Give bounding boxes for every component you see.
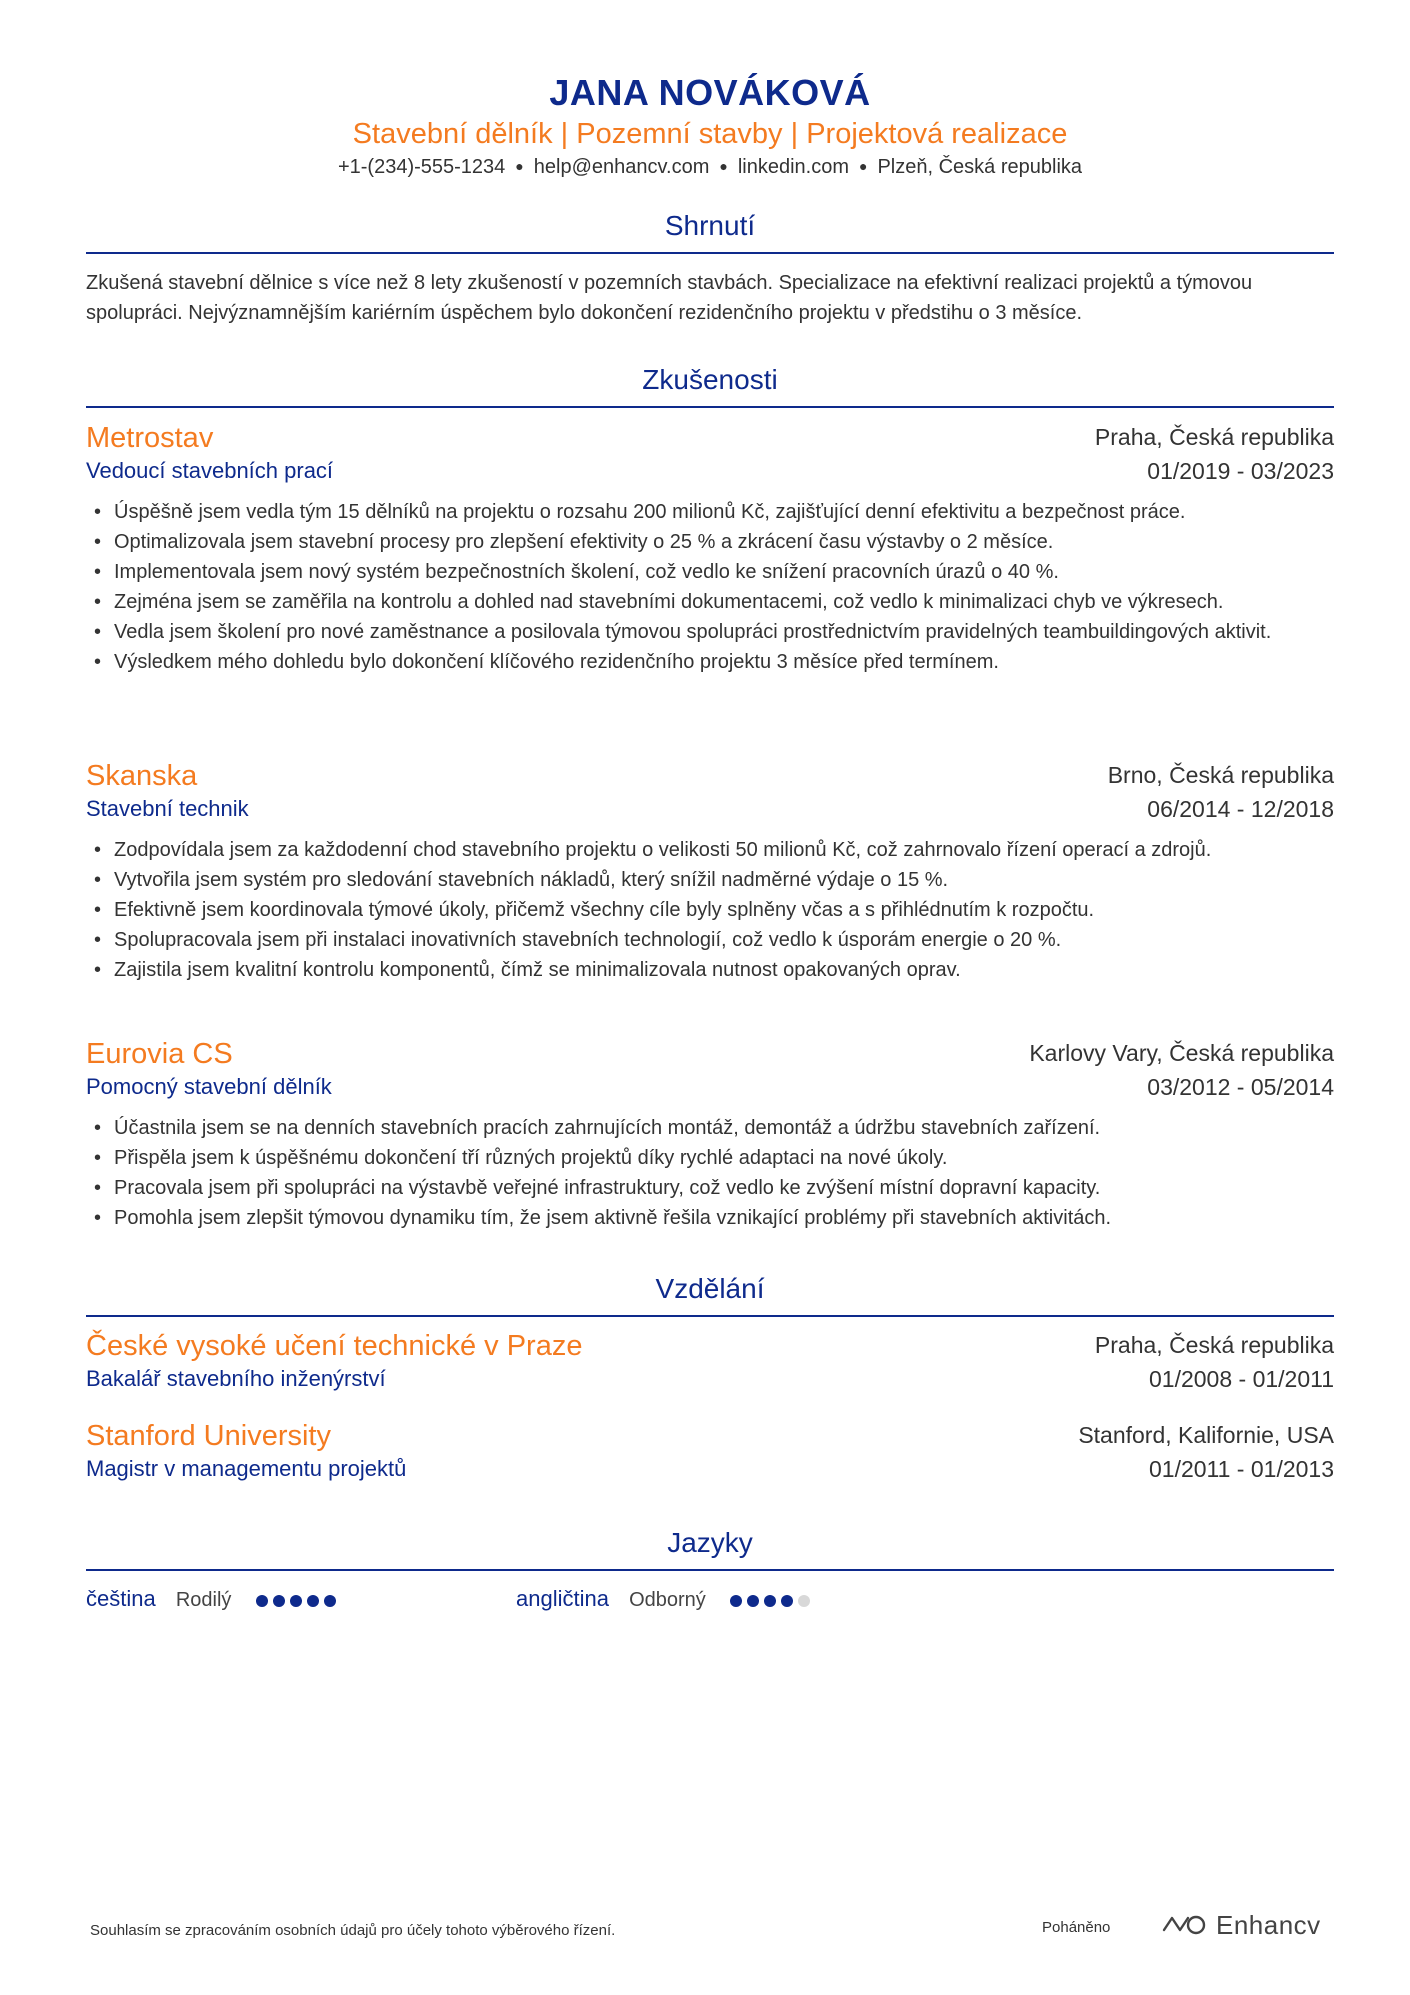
bullet-item: • Výsledkem mého dohledu bylo dokončení klíčového rezidenčního projektu 3 měsíce před termínem. — [86, 647, 1334, 677]
experience-bullets — [86, 835, 1334, 985]
rating-dot-filled — [781, 1595, 793, 1607]
section-divider — [86, 252, 1334, 254]
education-dates: 01/2011 - 01/2013 — [1148, 1456, 1334, 1482]
bullet-item: • Pracovala jsem při spolupráci na výstavbě veřejné infrastruktury, což vedlo ke zvýšení místní dopravní kapacity. — [86, 1173, 1334, 1203]
language-item — [516, 1586, 815, 1613]
bullet-item: • Efektivně jsem koordinovala týmové úkoly, přičemž všechny cíle byly splněny včas a s přihlédnutím k rozpočtu. — [86, 895, 1334, 925]
powered-by-label: Poháněno — [1042, 1919, 1111, 1936]
summary-title: Shrnutí — [664, 210, 756, 241]
bullet-item: • Vytvořila jsem systém pro sledování stavebních nákladů, který snížil nadměrné výdaje o 15 %. — [86, 865, 1334, 895]
rating-dot-filled — [307, 1595, 319, 1607]
section-divider — [86, 406, 1334, 408]
experience-bullets — [86, 1113, 1334, 1233]
company-name: Metrostav — [86, 422, 214, 454]
language-level: Odborný — [629, 1589, 706, 1611]
company-name: Skanska — [86, 760, 198, 792]
candidate-subtitle: Stavební dělník | Pozemní stavby | Projektová realizace — [352, 118, 1068, 150]
job-location: Karlovy Vary, Česká republika — [1029, 1040, 1334, 1066]
bullet-item: • Zajistila jsem kvalitní kontrolu komponentů, čímž se minimalizovala nutnost opakovaných oprav. — [86, 955, 1334, 985]
language-level: Rodilý — [175, 1589, 232, 1611]
candidate-name: JANA NOVÁKOVÁ — [549, 72, 871, 113]
enhancv-logo[interactable] — [1160, 1908, 1321, 1942]
job-location: Praha, Česká republika — [1094, 424, 1334, 450]
rating-dot-filled — [747, 1595, 759, 1607]
rating-dot-filled — [256, 1595, 268, 1607]
company-name: Eurovia CS — [86, 1038, 233, 1070]
location: Plzeň, Česká republika — [877, 156, 1083, 178]
rating-dot-filled — [764, 1595, 776, 1607]
rating-dot-filled — [324, 1595, 336, 1607]
language-item — [86, 1586, 341, 1613]
bullet-item: • Zejména jsem se zaměřila na kontrolu a dohled nad stavebními dokumentacemi, což vedlo k minimalizaci chyb ve výkresech. — [86, 587, 1334, 617]
phone: +1-(234)-555-1234 — [337, 156, 506, 178]
degree: Magistr v managementu projektů — [86, 1456, 407, 1481]
job-role: Vedoucí stavebních prací — [86, 458, 334, 483]
languages-title: Jazyky — [667, 1527, 753, 1558]
rating-dot-filled — [273, 1595, 285, 1607]
school-name: České vysoké učení technické v Praze — [86, 1330, 583, 1362]
separator-dot: ● — [859, 158, 868, 174]
job-role: Stavební technik — [86, 796, 249, 821]
education-dates: 01/2008 - 01/2011 — [1148, 1366, 1334, 1392]
job-dates: 06/2014 - 12/2018 — [1147, 796, 1334, 822]
linkedin-link[interactable]: linkedin.com — [737, 156, 849, 178]
section-divider — [86, 1315, 1334, 1317]
bullet-item: • Úspěšně jsem vedla tým 15 dělníků na projektu o rozsahu 200 milionů Kč, zajišťující denní efektivitu a bezpečnost práce. — [86, 497, 1334, 527]
school-location: Praha, Česká republika — [1094, 1332, 1334, 1358]
job-dates: 01/2019 - 03/2023 — [1147, 458, 1334, 484]
language-rating — [730, 1587, 815, 1613]
rating-dot-filled — [290, 1595, 302, 1607]
rating-dot-empty — [798, 1595, 810, 1607]
summary-text: Zkušená stavební dělnice s více než 8 lety zkušeností v pozemních stavbách. Specializace na efektivní realizaci projektů a týmovou spolupráci. Nejvýznamnějším kariérním úspěchem bylo dokončení rezidenčního projektu v předstihu o 3 měsíce. — [86, 272, 1253, 324]
bullet-item: • Optimalizovala jsem stavební procesy pro zlepšení efektivity o 25 % a zkrácení času výstavby o 2 měsíce. — [86, 527, 1334, 557]
rating-dot-filled — [730, 1595, 742, 1607]
language-rating — [256, 1587, 341, 1613]
contact-line — [86, 156, 1334, 179]
language-name: angličtina — [516, 1586, 609, 1611]
email-link[interactable]: help@enhancv.com — [533, 156, 710, 178]
bullet-item: • Přispěla jsem k úspěšnému dokončení tří různých projektů díky rychlé adaptaci na nové úkoly. — [86, 1143, 1334, 1173]
enhancv-logo-icon — [1160, 1912, 1208, 1938]
bullet-item: • Spolupracovala jsem při instalaci inovativních stavebních technologií, což vedlo k úsporám energie o 20 %. — [86, 925, 1334, 955]
separator-dot: ● — [515, 158, 524, 174]
consent-text: Souhlasím se zpracováním osobních údajů pro účely tohoto výběrového řízení. — [90, 1922, 616, 1939]
enhancv-brand-text: Enhancv — [1216, 1909, 1321, 1940]
bullet-item: • Implementovala jsem nový systém bezpečnostních školení, což vedlo ke snížení pracovních úrazů o 40 %. — [86, 557, 1334, 587]
bullet-item: • Účastnila jsem se na denních stavebních pracích zahrnujících montáž, demontáž a údržbu stavebních zařízení. — [86, 1113, 1334, 1143]
separator-dot: ● — [719, 158, 728, 174]
job-dates: 03/2012 - 05/2014 — [1147, 1074, 1334, 1100]
section-divider — [86, 1569, 1334, 1571]
job-role: Pomocný stavební dělník — [86, 1074, 332, 1099]
school-location: Stanford, Kalifornie, USA — [1078, 1422, 1334, 1448]
resume-page — [86, 0, 1334, 1995]
bullet-item: • Vedla jsem školení pro nové zaměstnance a posilovala týmovou spolupráci prostřednictvím pravidelných teambuildingových aktivit. — [86, 617, 1334, 647]
bullet-item: • Pomohla jsem zlepšit týmovou dynamiku tím, že jsem aktivně řešila vznikající problémy při stavebních aktivitách. — [86, 1203, 1334, 1233]
experience-bullets — [86, 497, 1334, 677]
bullet-item: • Zodpovídala jsem za každodenní chod stavebního projektu o velikosti 50 milionů Kč, což zahrnovalo řízení operací a zdrojů. — [86, 835, 1334, 865]
education-title: Vzdělání — [655, 1273, 765, 1304]
school-name: Stanford University — [86, 1420, 331, 1452]
job-location: Brno, Česká republika — [1107, 762, 1334, 788]
experience-title: Zkušenosti — [642, 364, 778, 395]
language-name: čeština — [86, 1586, 156, 1611]
degree: Bakalář stavebního inženýrství — [86, 1366, 386, 1391]
